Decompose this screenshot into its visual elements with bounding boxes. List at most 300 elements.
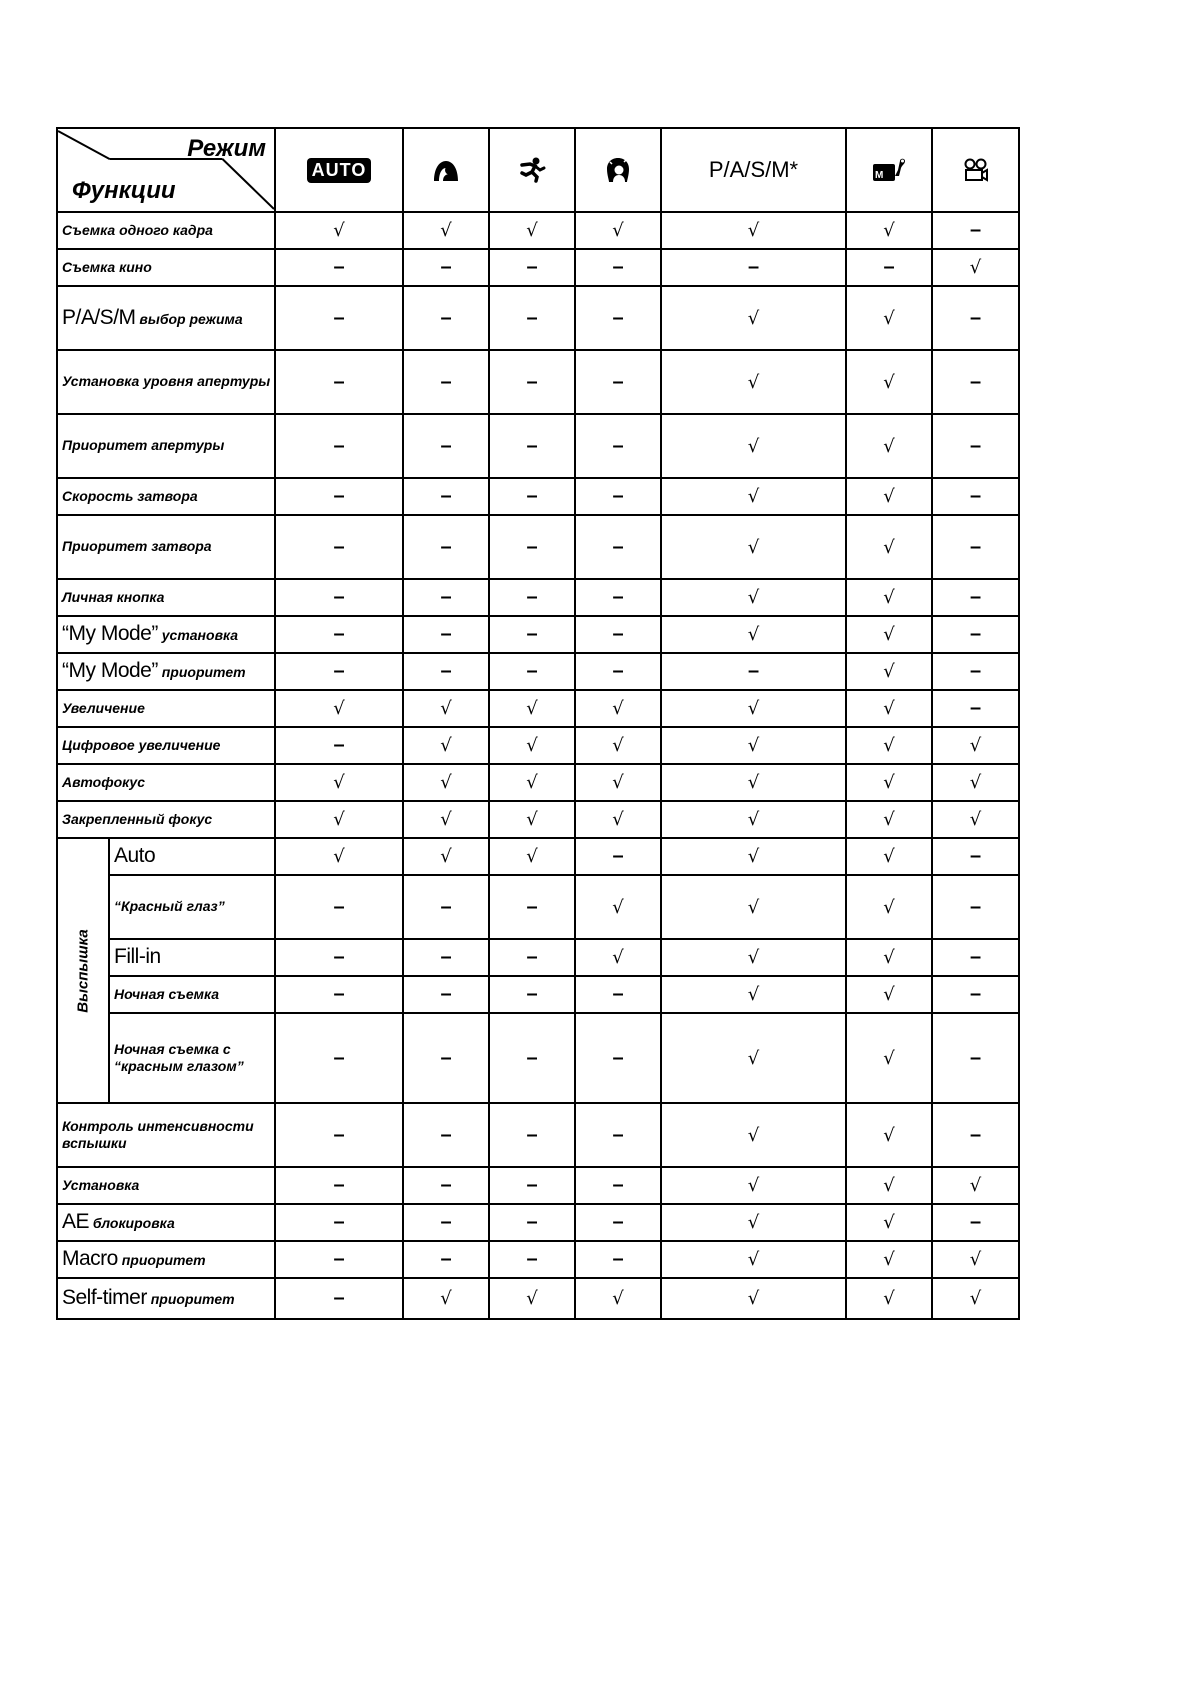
check-mark: √ xyxy=(883,846,895,867)
check-mark: √ xyxy=(747,1047,760,1069)
mode-cell xyxy=(489,1278,575,1319)
mode-cell xyxy=(575,875,661,939)
mode-cell xyxy=(661,801,846,838)
mode-cell xyxy=(275,414,403,478)
check-mark: √ xyxy=(440,735,452,756)
mode-cell xyxy=(661,579,846,616)
dash-mark: – xyxy=(526,485,538,507)
dash-mark: – xyxy=(612,586,624,608)
dash-mark: – xyxy=(440,306,452,329)
function-label: Съемка кино xyxy=(62,258,152,275)
function-label: Личная кнопка xyxy=(62,588,165,605)
mode-cell xyxy=(275,616,403,653)
mode-cell xyxy=(275,1241,403,1278)
function-label: “Красный глаз” xyxy=(114,898,225,915)
mode-cell xyxy=(846,653,932,690)
mode-cell xyxy=(403,1278,489,1319)
mode-cell xyxy=(932,1204,1019,1241)
check-mark: √ xyxy=(883,984,895,1005)
dash-mark: – xyxy=(440,1248,452,1270)
mode-cell xyxy=(275,249,403,286)
mode-cell xyxy=(932,249,1019,286)
mode-cell xyxy=(846,939,932,976)
dash-mark: – xyxy=(526,306,538,329)
dash-mark: – xyxy=(612,1248,624,1270)
function-label: Цифровое увеличение xyxy=(62,736,221,753)
dash-mark: – xyxy=(612,535,624,558)
check-mark: √ xyxy=(526,735,538,756)
dash-mark: – xyxy=(526,586,538,608)
check-mark: √ xyxy=(883,772,895,793)
dash-mark: – xyxy=(612,1174,624,1196)
check-mark: √ xyxy=(969,735,982,756)
dash-mark: – xyxy=(969,535,982,558)
mode-cell xyxy=(661,414,846,478)
dash-mark: – xyxy=(333,1174,345,1196)
mode-cell xyxy=(846,976,932,1013)
check-mark: √ xyxy=(969,1175,982,1196)
check-mark: √ xyxy=(612,698,624,719)
check-mark: √ xyxy=(883,698,895,719)
flash-group-cell xyxy=(57,838,109,1103)
mode-cell xyxy=(403,1103,489,1167)
mode-cell xyxy=(489,976,575,1013)
mode-cell xyxy=(489,1013,575,1103)
mode-cell xyxy=(846,212,932,249)
check-mark: √ xyxy=(747,735,760,756)
mode-cell xyxy=(403,801,489,838)
mode-cell xyxy=(661,616,846,653)
mode-cell xyxy=(846,350,932,414)
check-mark: √ xyxy=(883,486,895,507)
function-cell xyxy=(109,976,275,1013)
mode-cell xyxy=(275,838,403,875)
mode-cell xyxy=(489,1103,575,1167)
dash-mark: – xyxy=(440,535,452,558)
auto-mode-header xyxy=(275,128,403,212)
svg-text:M: M xyxy=(875,170,884,181)
dash-mark: – xyxy=(969,946,982,968)
check-mark: √ xyxy=(969,1249,982,1270)
function-cell xyxy=(57,478,275,515)
dash-mark: – xyxy=(526,1046,538,1069)
dash-mark: – xyxy=(526,1174,538,1196)
function-label-main: AE xyxy=(62,1210,90,1234)
dash-mark: – xyxy=(969,1123,982,1146)
mode-cell xyxy=(932,727,1019,764)
mode-cell xyxy=(661,838,846,875)
mode-cell xyxy=(846,838,932,875)
function-cell xyxy=(57,653,275,690)
mode-cell xyxy=(403,579,489,616)
function-cell xyxy=(57,350,275,414)
function-label: блокировка xyxy=(92,1215,175,1232)
mode-cell xyxy=(275,579,403,616)
dash-mark: – xyxy=(969,586,982,608)
check-mark: √ xyxy=(883,371,895,393)
mode-cell xyxy=(403,350,489,414)
dash-mark: – xyxy=(333,734,345,756)
dash-mark: – xyxy=(969,623,982,645)
mode-cell xyxy=(846,478,932,515)
function-cell xyxy=(57,212,275,249)
dash-mark: – xyxy=(333,623,345,645)
check-mark: √ xyxy=(526,698,538,719)
check-mark: √ xyxy=(440,1288,452,1309)
function-cell xyxy=(57,1167,275,1204)
mode-cell xyxy=(846,801,932,838)
check-mark: √ xyxy=(747,486,760,507)
function-label-main: Self-timer xyxy=(62,1286,147,1310)
mode-cell xyxy=(932,976,1019,1013)
mode-cell xyxy=(275,1013,403,1103)
check-mark: √ xyxy=(440,698,452,719)
mode-cell xyxy=(275,1278,403,1319)
table-row xyxy=(57,350,1019,414)
function-label-main: Fill-in xyxy=(114,945,161,969)
check-mark: √ xyxy=(747,435,760,457)
function-label: Установка xyxy=(62,1176,140,1193)
mode-cell xyxy=(661,764,846,801)
dash-mark: – xyxy=(440,983,452,1005)
movie-icon xyxy=(962,157,990,183)
mode-cell xyxy=(489,249,575,286)
dash-mark: – xyxy=(440,1123,452,1146)
mode-cell xyxy=(846,1241,932,1278)
function-cell xyxy=(109,875,275,939)
dash-mark: – xyxy=(440,895,452,918)
check-mark: √ xyxy=(883,536,895,558)
auto-icon: AUTO xyxy=(307,158,372,183)
check-mark: √ xyxy=(440,809,452,830)
table-row xyxy=(57,1204,1019,1241)
mode-cell xyxy=(489,764,575,801)
mode-cell xyxy=(846,286,932,350)
mode-cell xyxy=(403,690,489,727)
function-label-main: P/A/S/M xyxy=(62,305,136,329)
dash-mark: – xyxy=(333,434,345,457)
mode-cell xyxy=(275,1204,403,1241)
dash-mark: – xyxy=(612,1046,624,1069)
mode-cell xyxy=(403,939,489,976)
check-mark: √ xyxy=(526,220,538,241)
table-row xyxy=(57,478,1019,515)
function-label: Ночная съемка xyxy=(114,985,220,1002)
mode-cell xyxy=(575,1167,661,1204)
mode-cell xyxy=(932,1167,1019,1204)
function-label-main: “My Mode” xyxy=(62,659,158,683)
function-label: Приоритет апертуры xyxy=(62,437,225,454)
mode-cell xyxy=(489,515,575,579)
dash-mark: – xyxy=(612,623,624,645)
function-cell xyxy=(57,286,275,350)
mode-cell xyxy=(489,478,575,515)
dash-mark: – xyxy=(612,370,624,393)
function-label: Закрепленный фокус xyxy=(62,810,213,827)
mode-cell xyxy=(403,727,489,764)
function-cell xyxy=(57,1204,275,1241)
mode-cell xyxy=(932,939,1019,976)
mode-cell xyxy=(932,838,1019,875)
dash-mark: – xyxy=(526,1211,538,1233)
table-row xyxy=(57,1241,1019,1278)
mode-cell xyxy=(846,515,932,579)
dash-mark: – xyxy=(526,1248,538,1270)
mode-cell xyxy=(846,1278,932,1319)
dash-mark: – xyxy=(333,895,345,918)
function-label: приоритет xyxy=(150,1291,235,1308)
mode-cell xyxy=(661,690,846,727)
check-mark: √ xyxy=(883,1047,895,1069)
mode-cell xyxy=(489,875,575,939)
mode-cell xyxy=(275,212,403,249)
dash-mark: – xyxy=(440,660,452,682)
sports-mode-header xyxy=(489,128,575,212)
function-label: выбор режима xyxy=(139,310,243,327)
dash-mark: – xyxy=(526,946,538,968)
mode-cell xyxy=(932,515,1019,579)
check-mark: √ xyxy=(969,1288,982,1309)
check-mark: √ xyxy=(883,435,895,457)
mode-cell xyxy=(489,727,575,764)
function-label: Съемка одного кадра xyxy=(62,221,213,238)
check-mark: √ xyxy=(747,698,760,719)
function-cell xyxy=(109,838,275,875)
mode-cell xyxy=(661,1241,846,1278)
corner-function-label: Функции xyxy=(72,177,176,204)
my-mode-header xyxy=(846,128,932,212)
mode-cell xyxy=(403,1013,489,1103)
check-mark: √ xyxy=(747,1249,760,1270)
dash-mark: – xyxy=(747,660,760,682)
mode-cell xyxy=(275,653,403,690)
mode-cell xyxy=(575,976,661,1013)
mode-cell xyxy=(489,212,575,249)
dash-mark: – xyxy=(440,1211,452,1233)
function-cell xyxy=(57,414,275,478)
check-mark: √ xyxy=(883,220,895,241)
dash-mark: – xyxy=(526,434,538,457)
check-mark: √ xyxy=(747,1288,760,1309)
mode-cell xyxy=(575,1103,661,1167)
function-cell xyxy=(57,690,275,727)
mode-cell xyxy=(661,286,846,350)
check-mark: √ xyxy=(440,220,452,241)
mode-cell xyxy=(661,478,846,515)
mode-cell xyxy=(489,653,575,690)
mode-cell xyxy=(575,350,661,414)
mode-cell xyxy=(846,1103,932,1167)
pasm-mode-header xyxy=(661,128,846,212)
table-row xyxy=(57,1103,1019,1167)
night-portrait-icon xyxy=(604,156,632,184)
check-mark: √ xyxy=(747,772,760,793)
table-row xyxy=(57,690,1019,727)
table-row xyxy=(57,653,1019,690)
mode-cell xyxy=(932,286,1019,350)
dash-mark: – xyxy=(612,660,624,682)
mode-cell xyxy=(932,801,1019,838)
mode-cell xyxy=(932,875,1019,939)
mode-cell xyxy=(661,1204,846,1241)
check-mark: √ xyxy=(612,772,624,793)
mode-cell xyxy=(575,1013,661,1103)
table-row xyxy=(57,515,1019,579)
mode-cell xyxy=(489,690,575,727)
check-mark: √ xyxy=(883,587,895,608)
dash-mark: – xyxy=(333,586,345,608)
function-label-main: “My Mode” xyxy=(62,622,158,646)
mode-cell xyxy=(932,350,1019,414)
mode-cell xyxy=(661,939,846,976)
mode-cell xyxy=(846,616,932,653)
dash-mark: – xyxy=(612,485,624,507)
mode-cell xyxy=(661,1103,846,1167)
mode-cell xyxy=(846,1204,932,1241)
mode-cell xyxy=(575,515,661,579)
mode-cell xyxy=(275,286,403,350)
function-cell xyxy=(109,939,275,976)
mode-cell xyxy=(661,653,846,690)
mode-cell xyxy=(932,1241,1019,1278)
check-mark: √ xyxy=(883,1175,895,1196)
dash-mark: – xyxy=(440,1046,452,1069)
table-row xyxy=(57,838,1019,875)
dash-mark: – xyxy=(526,1123,538,1146)
dash-mark: – xyxy=(440,256,452,278)
function-label: Установка уровня апертуры xyxy=(62,373,271,390)
check-mark: √ xyxy=(969,809,982,830)
dash-mark: – xyxy=(969,697,982,719)
mode-cell xyxy=(575,579,661,616)
dash-mark: – xyxy=(969,1211,982,1233)
dash-mark: – xyxy=(440,623,452,645)
check-mark: √ xyxy=(969,257,982,278)
mode-cell xyxy=(575,801,661,838)
mode-cell xyxy=(932,1103,1019,1167)
dash-mark: – xyxy=(440,485,452,507)
dash-mark: – xyxy=(612,983,624,1005)
function-label: установка xyxy=(161,627,239,644)
dash-mark: – xyxy=(969,983,982,1005)
dash-mark: – xyxy=(333,946,345,968)
check-mark: √ xyxy=(747,307,760,329)
check-mark: √ xyxy=(747,1124,760,1146)
check-mark: √ xyxy=(612,896,624,918)
check-mark: √ xyxy=(612,735,624,756)
table-row xyxy=(57,1167,1019,1204)
table-body xyxy=(57,212,1019,1319)
function-label-main: Macro xyxy=(62,1247,118,1271)
table-row xyxy=(57,875,1019,939)
function-cell xyxy=(57,801,275,838)
check-mark: √ xyxy=(747,536,760,558)
dash-mark: – xyxy=(440,586,452,608)
function-label: приоритет xyxy=(161,664,246,681)
table-row xyxy=(57,249,1019,286)
my-mode-icon xyxy=(871,156,907,184)
dash-mark: – xyxy=(333,535,345,558)
mode-cell xyxy=(661,212,846,249)
table-row xyxy=(57,1278,1019,1319)
dash-mark: – xyxy=(612,434,624,457)
mode-cell xyxy=(403,1167,489,1204)
mode-cell xyxy=(489,616,575,653)
mode-cell xyxy=(932,764,1019,801)
check-mark: √ xyxy=(883,624,895,645)
mode-cell xyxy=(275,764,403,801)
function-label-main: Auto xyxy=(114,844,156,868)
check-mark: √ xyxy=(526,846,538,867)
mode-cell xyxy=(661,1167,846,1204)
mode-cell xyxy=(489,1241,575,1278)
function-cell xyxy=(57,1103,275,1167)
dash-mark: – xyxy=(526,660,538,682)
dash-mark: – xyxy=(969,485,982,507)
mode-cell xyxy=(661,875,846,939)
dash-mark: – xyxy=(612,306,624,329)
check-mark: √ xyxy=(747,1212,760,1233)
mode-cell xyxy=(403,838,489,875)
dash-mark: – xyxy=(969,434,982,457)
dash-mark: – xyxy=(969,306,982,329)
check-mark: √ xyxy=(747,220,760,241)
mode-cell xyxy=(403,212,489,249)
check-mark: √ xyxy=(883,809,895,830)
function-label: Автофокус xyxy=(62,773,145,790)
function-label: Ночная съемка с “красным глазом” xyxy=(114,1040,244,1074)
mode-cell xyxy=(275,801,403,838)
mode-cell xyxy=(932,1013,1019,1103)
check-mark: √ xyxy=(747,371,760,393)
check-mark: √ xyxy=(747,947,760,968)
check-mark: √ xyxy=(747,809,760,830)
mode-cell xyxy=(661,515,846,579)
mode-cell xyxy=(661,976,846,1013)
mode-cell xyxy=(489,414,575,478)
check-mark: √ xyxy=(883,1212,895,1233)
table-row xyxy=(57,939,1019,976)
dash-mark: – xyxy=(333,370,345,393)
mode-cell xyxy=(575,414,661,478)
function-label: Скорость затвора xyxy=(62,487,198,504)
dash-mark: – xyxy=(969,370,982,393)
portrait-icon xyxy=(431,157,461,183)
corner-mode-label: Режим xyxy=(187,135,266,162)
mode-cell xyxy=(403,414,489,478)
check-mark: √ xyxy=(333,698,345,719)
mode-cell xyxy=(275,727,403,764)
mode-cell xyxy=(575,690,661,727)
mode-cell xyxy=(846,875,932,939)
check-mark: √ xyxy=(333,809,345,830)
dash-mark: – xyxy=(526,983,538,1005)
mode-cell xyxy=(489,350,575,414)
mode-cell xyxy=(575,478,661,515)
function-label: приоритет xyxy=(121,1252,206,1269)
check-mark: √ xyxy=(883,307,895,329)
mode-cell xyxy=(403,249,489,286)
mode-cell xyxy=(932,414,1019,478)
mode-cell xyxy=(403,764,489,801)
mode-cell xyxy=(932,478,1019,515)
dash-mark: – xyxy=(969,219,982,241)
mode-cell xyxy=(489,579,575,616)
mode-cell xyxy=(575,286,661,350)
function-cell xyxy=(57,515,275,579)
mode-cell xyxy=(403,286,489,350)
mode-cell xyxy=(403,1241,489,1278)
